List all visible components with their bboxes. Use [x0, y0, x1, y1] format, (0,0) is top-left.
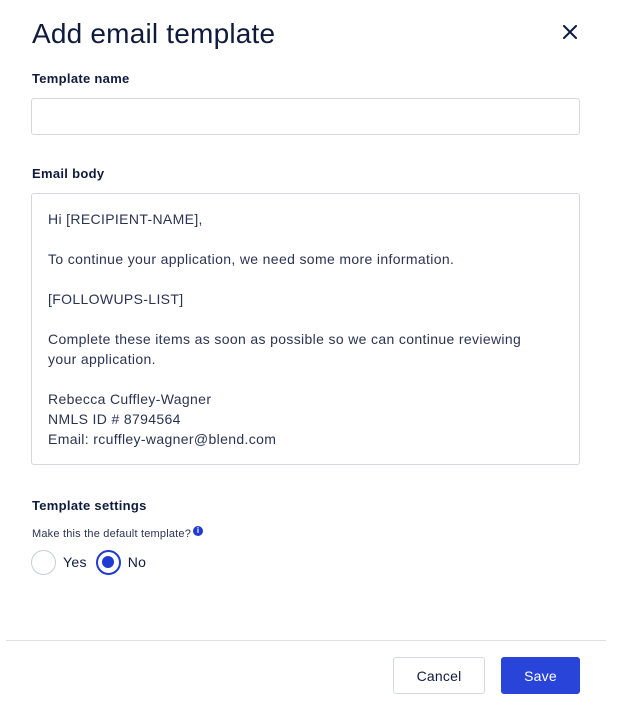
body-line-sig-name: Rebecca Cuffley-Wagner [48, 391, 212, 407]
default-template-question [32, 528, 203, 540]
info-icon[interactable]: i [193, 526, 203, 536]
radio-no-circle[interactable] [96, 550, 121, 575]
default-template-radio-group [31, 549, 155, 575]
template-settings-label: Template settings [32, 498, 147, 513]
body-line-closing-1: Complete these items as soon as possible so we can continue reviewing [48, 331, 522, 347]
cancel-button[interactable]: Cancel [393, 657, 485, 694]
save-button[interactable]: Save [501, 657, 580, 694]
body-line-closing-2: your application. [48, 351, 156, 367]
template-name-input[interactable] [31, 98, 580, 135]
footer-divider [6, 640, 606, 641]
modal-title: Add email template [32, 18, 276, 49]
radio-option-yes[interactable] [31, 550, 87, 575]
email-body-label: Email body [32, 166, 105, 181]
close-button[interactable] [558, 20, 582, 44]
body-line-sig-email: Email: rcuffley-wagner@blend.com [48, 431, 277, 447]
radio-option-no[interactable] [96, 550, 147, 575]
email-body-textarea[interactable] [31, 193, 580, 465]
body-line-sig-nmls: NMLS ID # 8794564 [48, 411, 181, 427]
radio-no-label: No [127, 554, 147, 570]
body-line-greeting: Hi [RECIPIENT-NAME], [48, 211, 203, 227]
body-line-intro: To continue your application, we need some more information. [48, 251, 455, 267]
radio-yes-label: Yes [63, 554, 87, 570]
radio-yes-circle[interactable] [31, 550, 56, 575]
template-name-label: Template name [32, 71, 130, 86]
close-icon [563, 25, 577, 39]
body-line-followups: [FOLLOWUPS-LIST] [48, 291, 184, 307]
default-template-question-text: Make this the default template? [32, 528, 192, 540]
